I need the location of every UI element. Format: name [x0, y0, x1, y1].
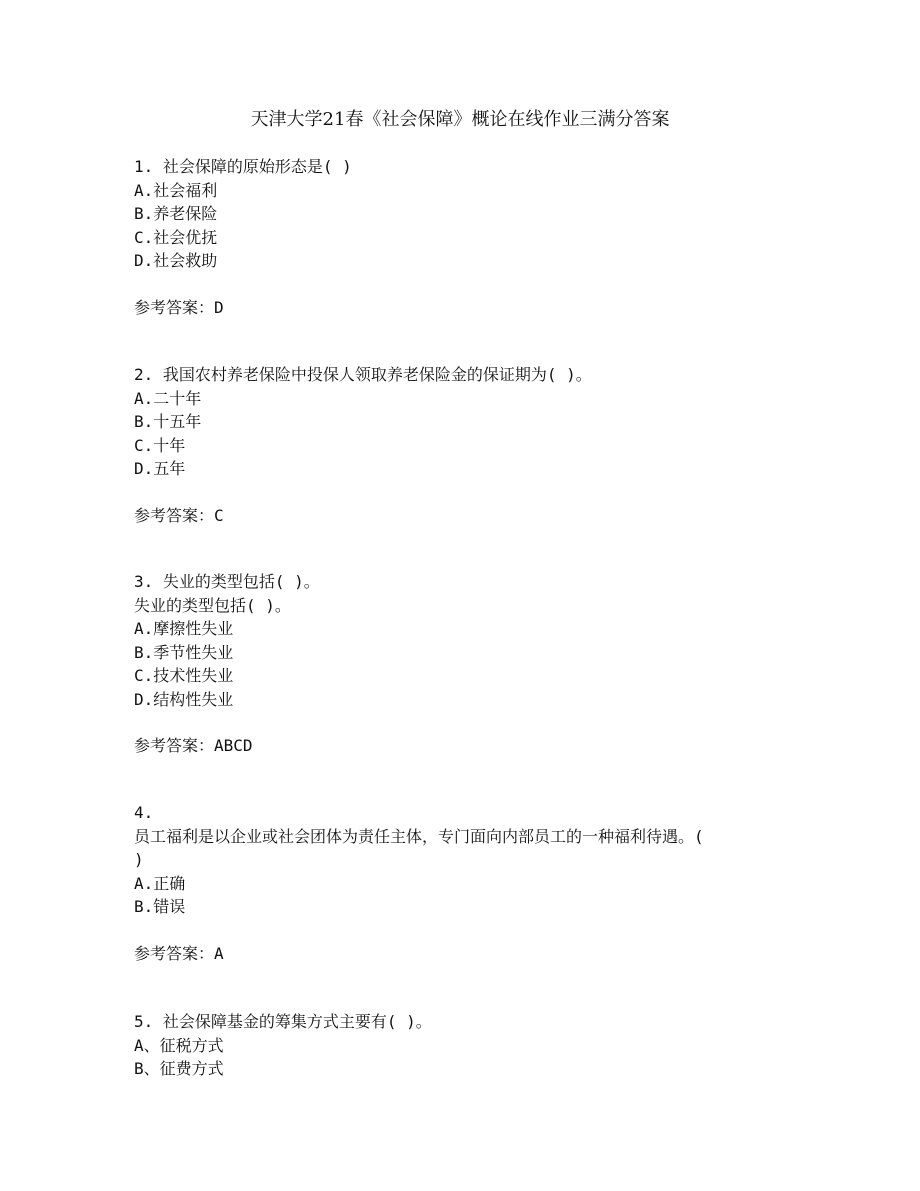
- option-c: C.技术性失业: [134, 666, 234, 686]
- question-2: [134, 363, 794, 525]
- option-d: D.社会救助: [134, 251, 218, 271]
- answer-label: 参考答案：: [134, 944, 215, 963]
- answer-value: D: [214, 298, 224, 317]
- option-c: C.社会优抚: [134, 227, 218, 247]
- answer-label: 参考答案：: [134, 506, 215, 525]
- answer-label: 参考答案：: [134, 736, 215, 755]
- question-stem-repeat: 失业的类型包括( )。: [134, 595, 291, 615]
- option-a: A.正确: [134, 873, 186, 893]
- document-title: 天津大学21春《社会保障》概论在线作业三满分答案: [250, 109, 670, 130]
- question-stem: 3. 失业的类型包括( )。: [134, 572, 320, 591]
- answer-line: [134, 942, 224, 966]
- question-5: [134, 1010, 794, 1081]
- answer-line: [134, 734, 253, 758]
- answer-line: [134, 296, 224, 320]
- answer-line: [134, 504, 224, 528]
- question-4: [134, 801, 794, 963]
- question-stem-continued: ): [134, 850, 144, 870]
- question-1: [134, 155, 794, 317]
- option-b: B.季节性失业: [134, 642, 234, 662]
- option-b: B.十五年: [134, 412, 202, 432]
- question-stem: 5. 社会保障基金的筹集方式主要有( )。: [134, 1012, 432, 1031]
- option-d: D.五年: [134, 459, 186, 479]
- question-stem: 员工福利是以企业或社会团体为责任主体，专门面向内部员工的一种福利待遇。(: [134, 826, 704, 846]
- option-b: B、征费方式: [134, 1059, 224, 1079]
- option-d: D.结构性失业: [134, 689, 234, 709]
- option-a: A.摩擦性失业: [134, 619, 234, 639]
- option-b: B.错误: [134, 897, 186, 917]
- option-a: A.二十年: [134, 388, 202, 408]
- question-stem: 2. 我国农村养老保险中投保人领取养老保险金的保证期为( )。: [134, 365, 592, 384]
- answer-value: A: [214, 944, 224, 963]
- answer-label: 参考答案：: [134, 298, 215, 317]
- option-b: B.养老保险: [134, 204, 218, 224]
- option-a: A.社会福利: [134, 180, 218, 200]
- answer-value: ABCD: [214, 736, 253, 755]
- question-stem: 1. 社会保障的原始形态是( ): [134, 157, 352, 176]
- question-number: 4.: [134, 803, 154, 822]
- question-3: [134, 570, 794, 755]
- option-c: C.十年: [134, 435, 186, 455]
- answer-value: C: [214, 506, 224, 525]
- option-a: A、征税方式: [134, 1035, 224, 1055]
